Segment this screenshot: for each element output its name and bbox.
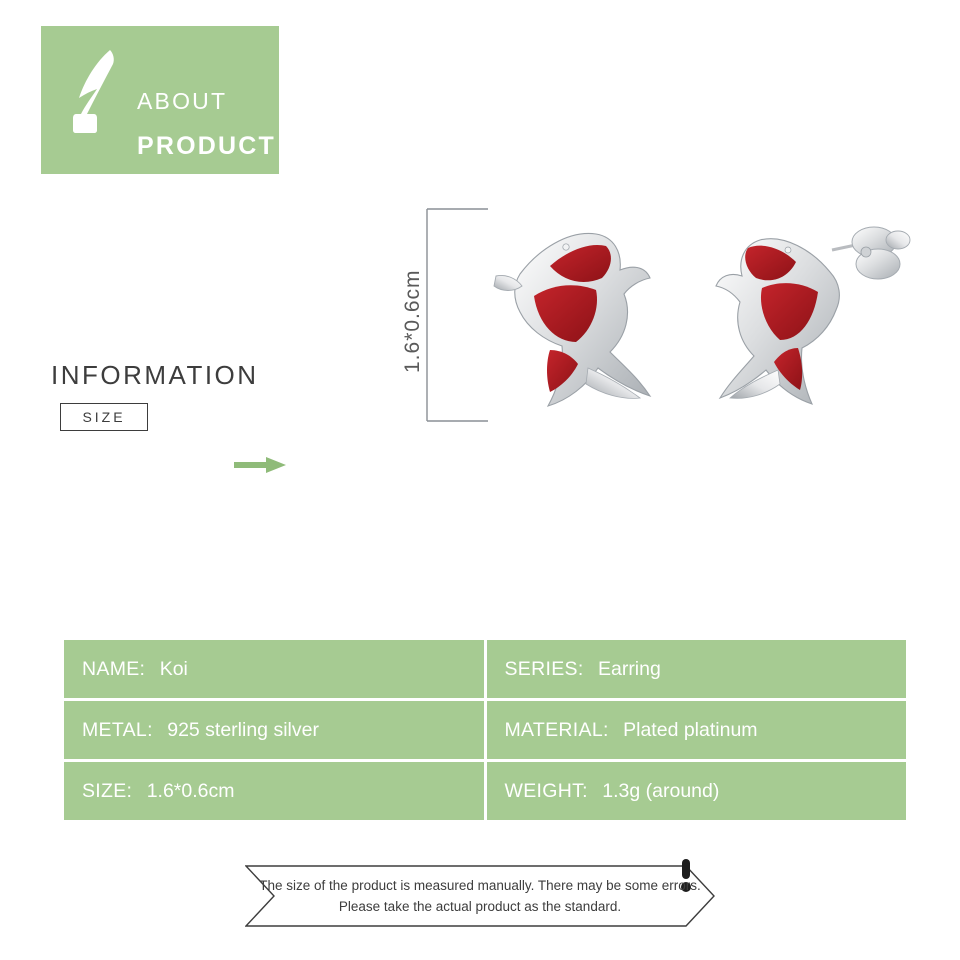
spec-value: 1.6*0.6cm <box>146 779 235 802</box>
table-row <box>64 701 906 759</box>
spec-key: METAL: <box>82 718 153 741</box>
size-tag-label: SIZE <box>82 409 126 425</box>
koi-earring-right <box>716 227 910 404</box>
spec-table <box>61 637 909 823</box>
table-row <box>64 762 906 820</box>
right-arrow-icon <box>234 456 288 474</box>
spec-key: WEIGHT: <box>504 779 588 802</box>
product-photo <box>400 190 940 440</box>
spec-value: Koi <box>159 657 188 680</box>
table-cell-material <box>487 701 907 759</box>
spec-value: Plated platinum <box>623 718 758 741</box>
table-row <box>64 640 906 698</box>
quill-pen-icon <box>63 48 123 134</box>
about-product-badge <box>41 26 279 174</box>
table-cell-size <box>64 762 484 820</box>
size-tag <box>60 403 148 431</box>
footer-line-2: Please take the actual product as the standard. <box>338 899 622 914</box>
dimension-bracket <box>427 209 488 421</box>
spec-key: SERIES: <box>504 657 584 680</box>
dimension-label: 1.6*0.6cm <box>401 269 424 373</box>
footer-line-1: The size of the product is measured manually. There may be some errors. <box>259 878 701 893</box>
spec-value: Earring <box>597 657 661 680</box>
spec-value: 925 sterling silver <box>167 718 319 741</box>
footer-disclaimer <box>245 865 715 927</box>
badge-dashed-divider <box>87 180 275 182</box>
spec-value: 1.3g (around) <box>602 779 720 802</box>
table-cell-series <box>487 640 907 698</box>
spec-key: NAME: <box>82 657 146 680</box>
table-cell-weight <box>487 762 907 820</box>
information-title: INFORMATION <box>51 360 259 390</box>
about-badge-line1: ABOUT <box>137 88 228 114</box>
about-badge-line2: PRODUCT <box>137 132 277 160</box>
table-cell-name <box>64 640 484 698</box>
footer-text <box>245 875 715 917</box>
table-cell-metal <box>64 701 484 759</box>
koi-earring-left <box>494 233 650 406</box>
spec-key: SIZE: <box>82 779 133 802</box>
spec-key: MATERIAL: <box>504 718 609 741</box>
